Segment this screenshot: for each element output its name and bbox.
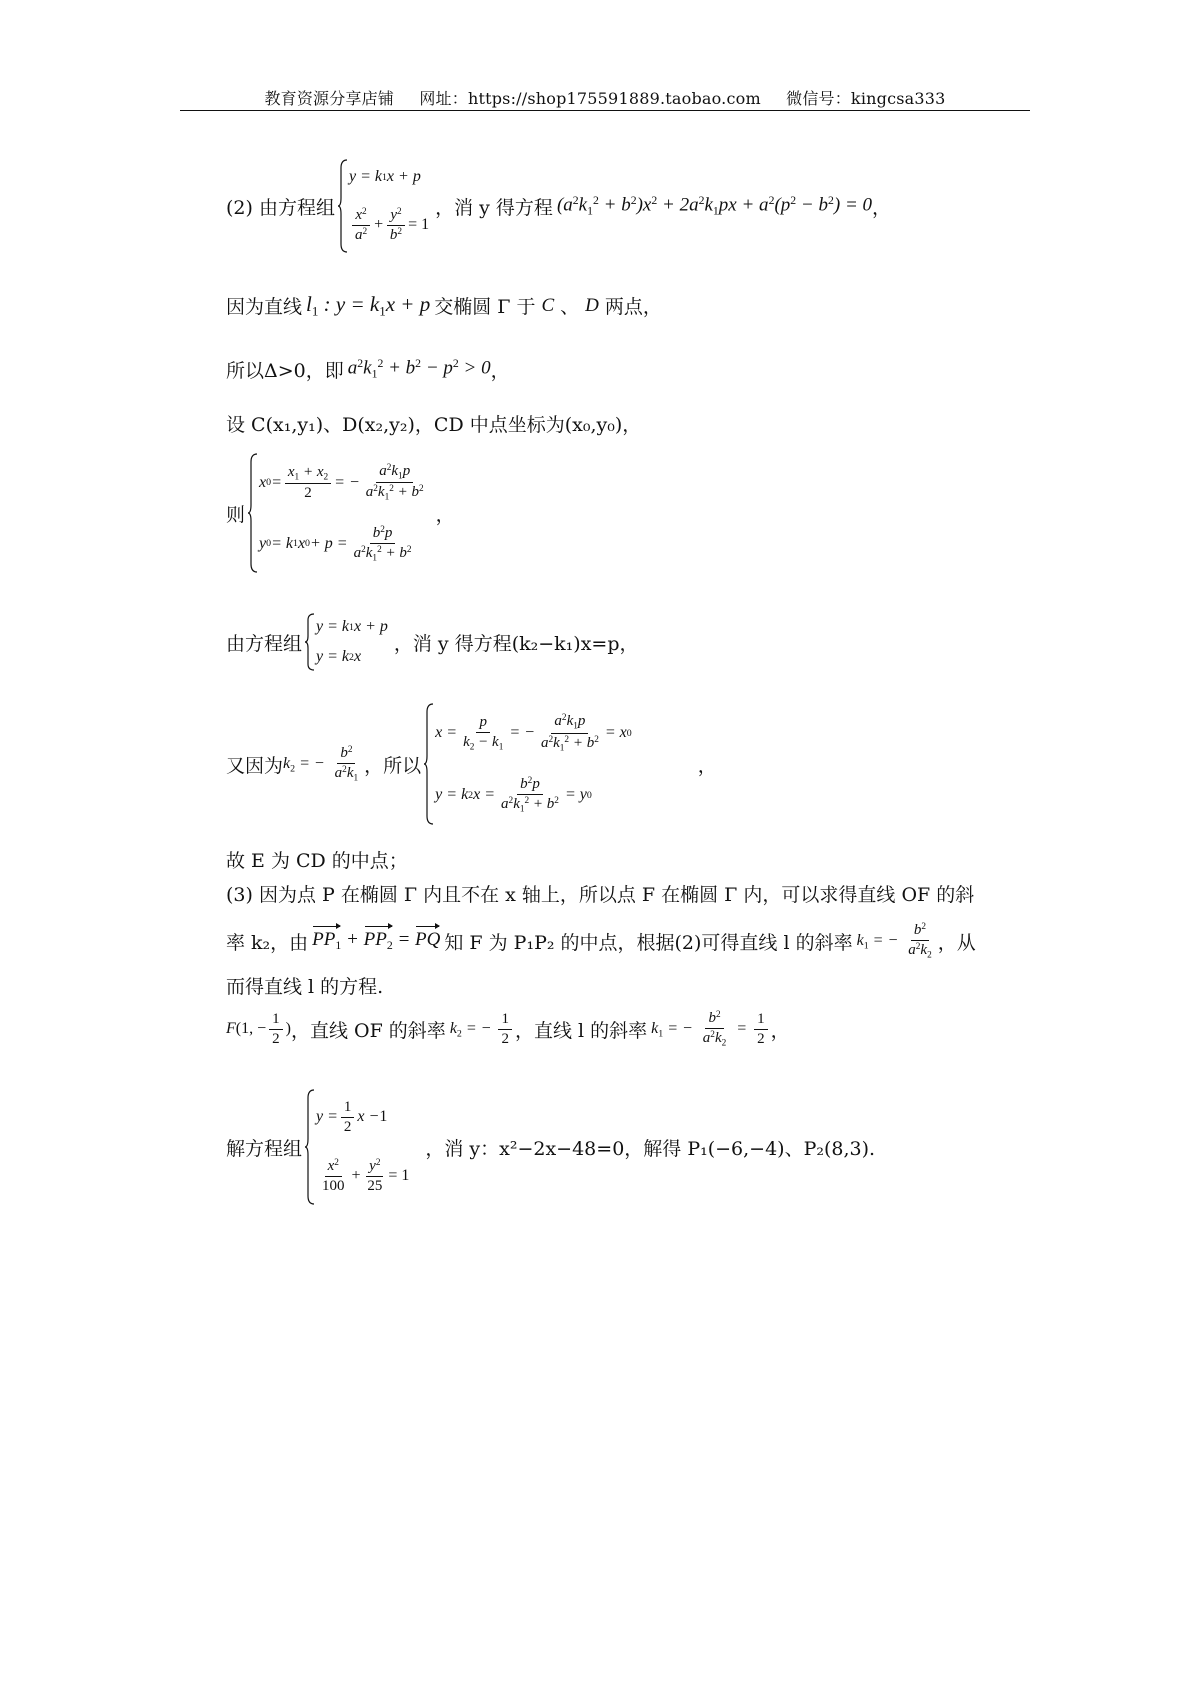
text-l2-end: 两点， — [604, 296, 662, 319]
text-l13: 解方程组 — [226, 1137, 303, 1160]
system-3: y = k 1 x + p y = k 2 x — [304, 612, 388, 672]
text-l1-prefix: (2) 由方程组 — [226, 196, 335, 219]
brace-icon — [304, 612, 316, 672]
line-solve-system — [226, 1088, 875, 1206]
line-system-k2 — [226, 612, 639, 672]
system-4: x = $\frac{p}{k_2 - k_1}$ = − $\frac{a^2k_1p}{a^2k_1^2 + b^2}$ = x 0 y = k 2 x = $\frac{b^2p}{a^2k_1^2 + b^2}$ = y 0 — [423, 702, 632, 826]
line-set-cd — [226, 410, 641, 437]
line-midpoint-system: 则 x 0 = $\frac{x_1 + x_2}{2}$ = − $\frac{a^2k_1p}{a^2k_1^2 + b^2}$ y 0 = k 1 x 0 + p = $\frac{b^2p}{a^2k_1^2 + b^2}$ ， — [226, 452, 455, 574]
brace-icon — [337, 158, 349, 254]
text-l11: 而得直线 l 的方程. — [226, 976, 384, 998]
line-vector: 率 k₂，由 $PP_1 + PP_2$ = PQ 知 F 为 P₁P₂ 的中点，根据(2)可得直线 l 的斜率 $k_1$ = − $\frac{b^2}{a^2k_2}$ ，从 — [226, 922, 976, 961]
line-equation-l — [226, 972, 383, 999]
text-l12-a: ，直线 OF 的斜率 — [290, 1019, 446, 1042]
page-header — [180, 86, 1030, 109]
text-l6-mid: ，消 y 得方程(k₂−k₁)x=p， — [393, 632, 639, 655]
text-l6: 由方程组 — [226, 632, 303, 655]
text-l10-c: ，从 — [937, 931, 976, 954]
brace-icon — [247, 452, 259, 574]
text-l2: 因为直线 — [226, 296, 303, 319]
header-url: 网址：https://shop175591889.taobao.com — [419, 89, 761, 108]
system-1: y = k 1 x + p $\frac{x^2}{a^2}$ + $\frac{y^2}{b^2}$ = 1 — [337, 158, 429, 254]
line-conclusion-e — [226, 846, 408, 873]
text-l1-mid: ，消 y 得方程 — [435, 196, 553, 219]
text-l3: 所以Δ>0，即 — [226, 360, 344, 382]
system-5: y = $\frac{1}{2}$ x − 1 $\frac{x^2}{100}$ + $\frac{y^2}{25}$ = 1 — [304, 1088, 409, 1206]
line-discriminant: 所以Δ>0，即 $a^2k_1^2 + b^2 - p^2 > 0$ ， — [226, 357, 510, 382]
line-slopes: F(1, − $\frac{1}{2}$ ) ，直线 OF 的斜率 $k_2$ = − $\frac{1}{2}$ ，直线 l 的斜率 $k_1$ = − $\frac{b^2}{a^2k_2}$ = $\frac{1}{2}$ ， — [226, 1010, 790, 1049]
line-part3-intro — [226, 880, 974, 907]
header-wechat: 微信号：kingcsa333 — [786, 89, 946, 108]
text-l12-b: ，直线 l 的斜率 — [514, 1019, 648, 1042]
header-rule — [180, 110, 1030, 111]
text-l2-mid: 交椭圆 Γ 于 — [434, 296, 536, 319]
text-l4: 设 C(x₁,y₁)、D(x₂,y₂)，CD 中点坐标为(x₀,y₀)， — [226, 414, 642, 436]
text-l7-mid: ，所以 — [364, 754, 422, 777]
text-l13-mid: ，消 y：x²−2x−48=0，解得 P₁(−6,−4)、P₂(8,3). — [425, 1137, 876, 1160]
brace-icon — [304, 1088, 316, 1206]
line-system-ellipse: (2) 由方程组 y = k 1 x + p $\frac{x^2}{a^2}$ + $\frac{y^2}{b^2}$ = 1 ，消 y 得方程 $(a^2k_1^2 + b^2)x^2 + 2a^2k_1px + a^2(p^2 - b^2) = 0$ ， — [226, 158, 891, 254]
text-l8: 故 E 为 CD 的中点； — [226, 850, 408, 872]
header-shop: 教育资源分享店铺 — [264, 89, 395, 108]
system-2: x 0 = $\frac{x_1 + x_2}{2}$ = − $\frac{a^2k_1p}{a^2k_1^2 + b^2}$ y 0 = k 1 x 0 + p = $\frac{b^2p}{a^2k_1^2 + b^2}$ — [247, 452, 430, 574]
text-l10-b: 知 F 为 P₁P₂ 的中点，根据(2)可得直线 l 的斜率 — [444, 931, 853, 954]
text-l5: 则 — [226, 503, 246, 526]
brace-icon — [423, 702, 435, 826]
line-k2-value: 又因为 $k_2$ = − $\frac{b^2}{a^2k_1}$ ，所以 x = $\frac{p}{k_2 - k_1}$ = − $\frac{a^2k_1p}{a^2k_1^2 + b^2}$ = x 0 y = k 2 x = $\frac{b^2p}{a^2k_1^2 + b^2}$ = y 0 ， — [226, 702, 717, 826]
text-l7: 又因为 — [226, 754, 284, 777]
line-intersect: 因为直线 $l_1$ : $y = k_1x + p$ 交椭圆 Γ 于 C 、 D 两点， — [226, 292, 662, 319]
text-l10-a: 率 k₂，由 — [226, 931, 309, 954]
text-l9: (3) 因为点 P 在椭圆 Γ 内且不在 x 轴上，所以点 F 在椭圆 Γ 内，可以求得直线 OF 的斜 — [226, 884, 975, 906]
